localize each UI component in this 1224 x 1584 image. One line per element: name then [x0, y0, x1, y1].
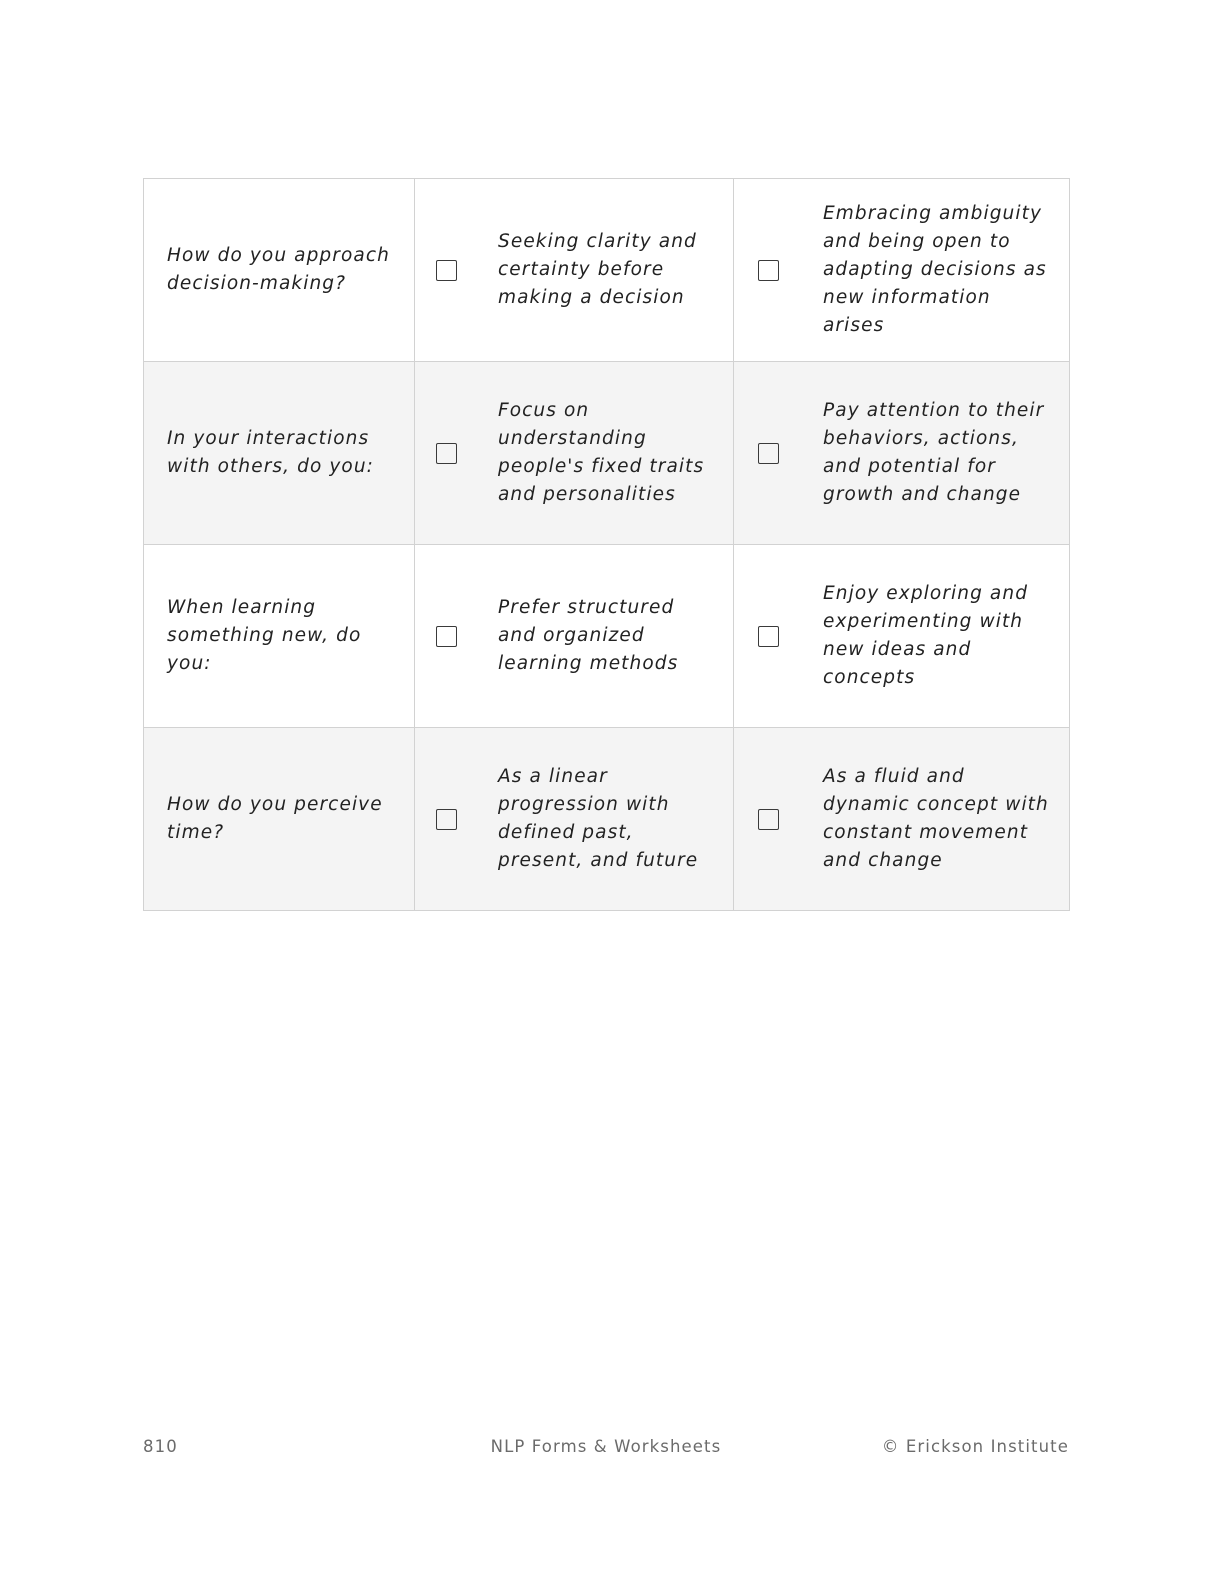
option-b[interactable] — [734, 397, 1069, 509]
option-b-label: Pay attention to their behaviors, actions, and potential for growth and change — [823, 400, 1045, 505]
table-row — [144, 179, 1070, 362]
checkbox-option-b[interactable] — [758, 260, 779, 281]
option-a-cell — [415, 728, 734, 911]
option-b-cell — [734, 545, 1070, 728]
option-b-label: Embracing ambiguity and being open to adapting decisions as new information arises — [823, 203, 1047, 336]
worksheet-table — [143, 178, 1070, 911]
table-row — [144, 362, 1070, 545]
option-b-cell — [734, 362, 1070, 545]
checkbox-option-b[interactable] — [758, 809, 779, 830]
option-a-label: As a linear progression with defined past, present, and future — [498, 766, 699, 871]
option-a-label: Focus on understanding people's fixed traits and personalities — [498, 400, 705, 505]
table-row — [144, 545, 1070, 728]
option-b[interactable] — [734, 763, 1069, 875]
option-a-cell — [415, 179, 734, 362]
question-text: In your interactions with others, do you: — [167, 428, 374, 477]
option-a[interactable] — [415, 594, 733, 678]
option-b-label: Enjoy exploring and experimenting with new ideas and concepts — [823, 583, 1029, 688]
question-text: How do you perceive time? — [167, 794, 383, 843]
copyright-notice: © Erickson Institute — [881, 1437, 1069, 1456]
question-cell — [144, 728, 415, 911]
option-b-cell — [734, 179, 1070, 362]
checkbox-option-a[interactable] — [436, 260, 457, 281]
page-footer — [143, 1437, 1069, 1461]
option-a[interactable] — [415, 228, 733, 312]
option-b[interactable] — [734, 200, 1069, 340]
checkbox-option-b[interactable] — [758, 443, 779, 464]
question-cell — [144, 545, 415, 728]
page-number: 810 — [143, 1437, 178, 1456]
option-b[interactable] — [734, 580, 1069, 692]
question-cell — [144, 362, 415, 545]
book-title: NLP Forms & Worksheets — [490, 1437, 722, 1456]
option-a[interactable] — [415, 763, 733, 875]
question-cell — [144, 179, 415, 362]
option-a-label: Prefer structured and organized learning methods — [498, 597, 679, 674]
checkbox-option-a[interactable] — [436, 626, 457, 647]
question-text: How do you approach decision-making? — [167, 245, 390, 294]
option-a-label: Seeking clarity and certainty before making a decision — [498, 231, 697, 308]
question-text: When learning something new, do you: — [167, 597, 362, 674]
option-a-cell — [415, 545, 734, 728]
checkbox-option-a[interactable] — [436, 809, 457, 830]
checkbox-option-a[interactable] — [436, 443, 457, 464]
option-b-cell — [734, 728, 1070, 911]
checkbox-option-b[interactable] — [758, 626, 779, 647]
option-a[interactable] — [415, 397, 733, 509]
table-row — [144, 728, 1070, 911]
option-b-label: As a fluid and dynamic concept with constant movement and change — [823, 766, 1049, 871]
option-a-cell — [415, 362, 734, 545]
